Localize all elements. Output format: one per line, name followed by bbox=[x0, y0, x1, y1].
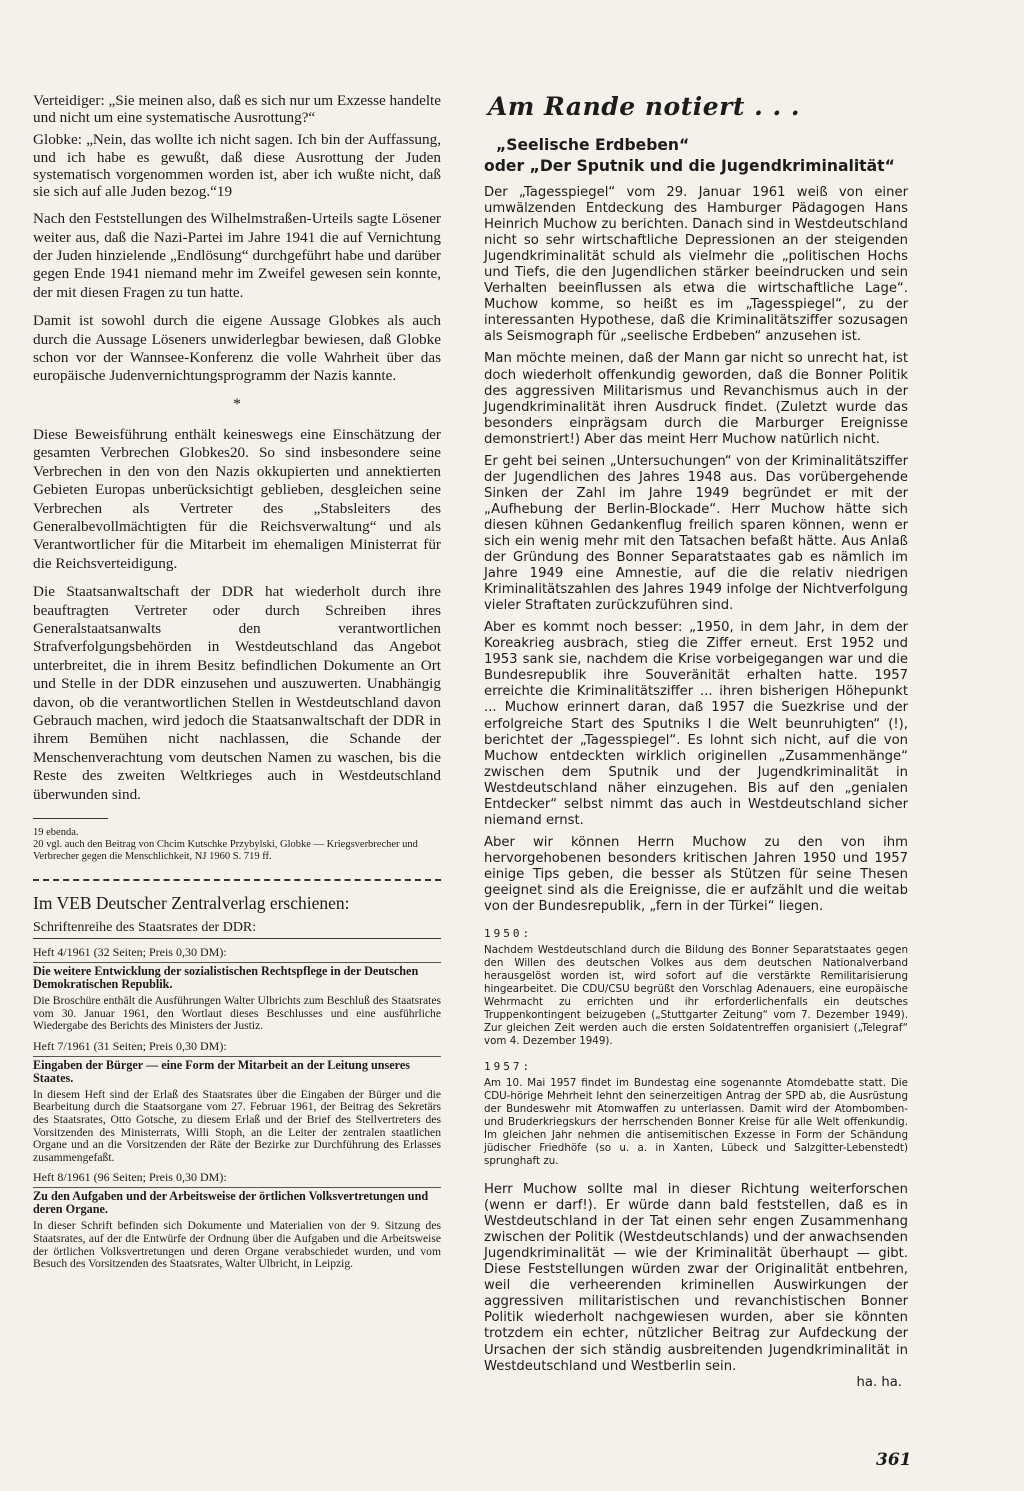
advert-item-desc: In diesem Heft sind der Erlaß des Staatsrates über die Eingaben der Bürger und die Bearbeitung durch die Staatsorgane vom 27. Februar 1961, der Beitrag des Sekretärs des Staatsrates, Otto Gotsche, zu diesem Erlaß und der Brief des Stellvertreters des Vorsitzenden des Ministerrats, Willi Stoph, an die Leiter der zentralen staatlichen Organe und an die Vorsitzenden der Räte der Bezirke zur Durchführung des Erlasses zusammengefaßt. bbox=[33, 1087, 441, 1164]
footnote: 20 vgl. auch den Beitrag von Chcim Kutschke Przybylski, Globke — Kriegsverbrecher und Verbrecher gegen die Menschlichkeit, NJ 1960 S. 719 ff. bbox=[33, 839, 418, 862]
note-year: 1957: bbox=[484, 1060, 533, 1074]
advert-item-head: Heft 4/1961 (32 Seiten; Preis 0,30 DM): bbox=[33, 945, 227, 959]
publisher-advert bbox=[33, 893, 441, 1271]
paragraph: Man möchte meinen, daß der Mann gar nicht so unrecht hat, ist doch wiederholt offenkundig geworden, daß die Bonner Politik des aggressiven Militarismus und Revanchismus auch in der Jugendkriminalität ihren Ausdruck findet. (Zuletzt wurde das besonders einprägsam durch die Marburger Ereignisse demonstriert!) Aber das meint Herr Muchow natürlich nicht. bbox=[484, 351, 908, 447]
section-divider-star: * bbox=[233, 395, 241, 413]
author-signature: ha. ha. bbox=[856, 1374, 902, 1390]
paragraph: Aber es kommt noch besser: „1950, in dem Jahr, in dem der Koreakrieg ausbrach, stieg die Ziffer erneut. Erst 1952 und 1953 sank sie, nachdem die Krise vorbeigegangen war und die Bundesrepublik ihre Souveränität erhalten hatte. 1957 erreichte die Kriminalitätsziffer ... ihren bisherigen Höhepunkt ... Muchow erinnert daran, daß 1957 die Suezkrise und der erfolgreiche Start des Sputniks I die Welt beunruhigten“ (!), berichtet der „Tagesspiegel“. Es lohnt sich nicht, auf die von Muchow entdeckten wirklich originellen „Zusammenhänge“ zwischen dem Sputnik und der Jugendkriminalität in Westdeutschland näher einzugehen. Bis auf den „genialen Entdecker“ selbst nimmt das auch in Westdeutschland sicher niemand ernst. bbox=[484, 620, 908, 828]
left-body bbox=[33, 210, 441, 386]
note-year: 1950: bbox=[484, 927, 533, 941]
advert-item bbox=[33, 1170, 441, 1270]
rubric-heading: Am Rande notiert . . . bbox=[488, 92, 801, 121]
footnote-rule bbox=[33, 818, 108, 819]
note-text: Am 10. Mai 1957 findet im Bundestag eine sogenannte Atomdebatte statt. Die CDU-hörige Mehrheit lehnt den seinerzeitigen Antrag der SPD ab, die Ausrüstung der Bundeswehr mit Atomwaffen zu unterlassen. Damit wird der Atombomben- und Bruderkriegskurs der herrschenden Bonner Kreise für alle Welt offenkundig. Im gleichen Jahr nehmen die antisemitischen Exzesse in Form der Schändung jüdischer Friedhöfe (so u. a. in Xanten, Lübeck und Salzgitter-Lebenstedt) sprunghaft zu. bbox=[484, 1077, 908, 1168]
advert-item-head: Heft 7/1961 (31 Seiten; Preis 0,30 DM): bbox=[33, 1038, 227, 1053]
article-title bbox=[484, 135, 908, 177]
quote-globke: Globke: „Nein, das wollte ich nicht sagen. Ich bin der Auffassung, und ich habe es gewußt, daß diese Ausrottung der Juden systematisch vorgenommen worden ist, aber ich wußte nicht, daß sie sich auf alle Juden bezog.“19 bbox=[33, 131, 441, 201]
paragraph: Der „Tagesspiegel“ vom 29. Januar 1961 weiß von einer umwälzenden Entdeckung des Hamburger Pädagogen Hans Heinrich Muchow zu berichten. Danach sind in Westdeutschland nicht so sehr wirtschaftliche Depressionen an der steigenden Jugendkriminalität schuld als vielmehr die „politischen Hochs und Tiefs, die den Jugendlichen stärker beeindrucken und sein Verhalten beeinflussen als etwa die wirtschaftliche Lage“. Muchow komme, so heißt es im „Tagesspiegel“, zu der interessanten Hypothese, daß die Kriminalitätsziffer sozusagen als Seismograph für „seelische Erdbeben“ anzusehen ist. bbox=[484, 185, 908, 345]
advert-series: Schriftenreihe des Staatsrates der DDR: bbox=[33, 920, 441, 939]
court-quote bbox=[33, 92, 441, 200]
paragraph: Damit ist sowohl durch die eigene Aussage Globkes als auch durch die Aussage Löseners unwiderlegbar bewiesen, daß Globke schon vor der Wannsee-Konferenz die volle Wahrheit über das europäische Judenvernichtungsprogramm der Nazis kannte. bbox=[33, 312, 441, 385]
advert-separator bbox=[33, 879, 441, 881]
article-title-line-1: „Seelische Erdbeben“ bbox=[496, 136, 690, 154]
closing-paragraph: Herr Muchow sollte mal in dieser Richtung weiterforschen (wenn er darf!). Er würde dann bald feststellen, daß es in Westdeutschland in der Tat einen sehr engen Zusammenhang zwischen der Politik (Westdeutschlands) und der anwachsenden Jugendkriminalität — wie der Kriminalität überhaupt — gibt. Diese Feststellungen würden zwar der Originalität entbehren, weil die verheerenden kriminellen Auswirkungen der aggressiven militaristischen und revanchistischen Bonner Politik wiederholt nachgewiesen wurden, aber sie könnten trotzdem ein echter, nützlicher Beitrag zur Aufdeckung der Ursachen der sich ständig ausbreitenden Jugendkriminalität in Westdeutschland und Westberlin sein. bbox=[484, 1182, 908, 1374]
advert-item-desc: In dieser Schrift befinden sich Dokumente und Materialien von der 9. Sitzung des Staatsrates, auf der die Entwürfe der Ordnung über die Aufgaben und die Arbeitsweise der örtlichen Volksvertretungen und deren Organe verabschiedet wurden, und vom Besuch des Vorsitzenden des Staatsrates, Walter Ulbricht, in Leipzig. bbox=[33, 1219, 441, 1271]
paragraph: Die Staatsanwaltschaft der DDR hat wiederholt durch ihre beauftragten Vertreter oder durch Schreiben ihres Generalstaatsanwalts den verantwortlichen Strafverfolgungsbehörden in Westdeutschland das Angebot unterbreitet, die in ihrem Besitz befindlichen Dokumente an Ort und Stelle in der DDR einzusehen und auszuwerten. Unabhängig davon, ob die verantwortlichen Stellen in Westdeutschland davon Gebrauch machen, wird jedoch die Staatsanwaltschaft der DDR in ihrem Bemühen nicht nachlassen, die Schande der Menschenverachtung vom deutschen Namen zu waschen, bis die Reste des zweiten Weltkrieges auch in Westdeutschland überwunden sind. bbox=[33, 583, 441, 803]
quote-defender: Verteidiger: „Sie meinen also, daß es sich nur um Exzesse handelte und nicht um eine systematische Ausrottung?“ bbox=[33, 92, 441, 127]
footnote: 19 ebenda. bbox=[33, 827, 79, 838]
article-title-line-2: oder „Der Sputnik und die Jugendkriminalität“ bbox=[484, 157, 895, 175]
paragraph: Nach den Feststellungen des Wilhelmstraßen-Urteils sagte Lösener weiter aus, daß die Nazi-Partei im Jahre 1941 die auf Vernichtung der Juden hinzielende „Endlösung“ durchgeführt habe und darüber gegen Ende 1941 niemand mehr im Zweifel gewesen sein konnte, der mit diesen Fragen zu tun hatte. bbox=[33, 210, 441, 301]
advert-item-title: Eingaben der Bürger — eine Form der Mitarbeit an der Leitung unseres Staates. bbox=[33, 1056, 441, 1085]
left-body-2 bbox=[33, 426, 441, 804]
page-number: 361 bbox=[876, 1450, 912, 1470]
right-column bbox=[484, 92, 908, 1390]
advert-item-desc: Die Broschüre enthält die Ausführungen Walter Ulbrichts zum Beschluß des Staatsrates vom 30. Januar 1961, den Wortlaut dieses Beschlusses und eine ausführliche Wiedergabe des Berichts des Ministers der Justiz. bbox=[33, 994, 441, 1033]
footnotes bbox=[33, 827, 441, 863]
paragraph: Diese Beweisführung enthält keineswegs eine Einschätzung der gesamten Verbrechen Globkes20. So sind insbesondere seine Verbrechen in den von den Nazis okkupierten und annektierten Gebieten Europas unberücksichtigt geblieben, desgleichen seine Verbrechen als Vertreter des „Stabsleiters des Generalbevollmächtigten für die Reichsverwaltung“ und als Verantwortlicher für die Mitarbeit im ehemaligen Ministerrat für die Reichsverteidigung. bbox=[33, 425, 441, 572]
advert-item-title: Die weitere Entwicklung der sozialistischen Rechtspflege in der Deutschen Demokratischen Republik. bbox=[33, 962, 441, 991]
advert-item-head: Heft 8/1961 (96 Seiten; Preis 0,30 DM): bbox=[33, 1170, 227, 1185]
advert-item bbox=[33, 1039, 441, 1165]
advert-item-title: Zu den Aufgaben und der Arbeitsweise der örtlichen Volksvertretungen und deren Organe. bbox=[33, 1187, 441, 1216]
paragraph: Aber wir können Herrn Muchow zu den von ihm hervorgehobenen besonders kritischen Jahren 1950 und 1957 einige Tips geben, die besser als Stützen für seine Thesen geeignet sind als die Ereignisse, die er aufzählt und die weitab von der Bundesrepublik, „fern in der Türkei“ liegen. bbox=[484, 834, 908, 915]
left-column bbox=[33, 92, 441, 1271]
note-text: Nachdem Westdeutschland durch die Bildung des Bonner Separatstaates gegen den Willen des deutschen Volkes aus dem deutschen Nationalverband herausgelöst worden ist, wird sofort auf die verstärkte Remilitarisierung hingearbeitet. Die CDU/CSU begrüßt den Vorschlag Adenauers, eine europäische Wehrmacht zu errichten und ihr erforderlichenfalls ein deutsches Truppenkontingent beizugeben („Stuttgarter Zeitung“ vom 7. Dezember 1949). Zur gleichen Zeit werden auch die ersten Soldatentreffen organisiert („Telegraf“ vom 4. Dezember 1949). bbox=[484, 944, 908, 1048]
paragraph: Er geht bei seinen „Untersuchungen“ von der Kriminalitätsziffer der Jugendlichen des Jahres 1948 aus. Das vorübergehende Sinken der Zahl im Jahre 1949 begründet er mit der „Aufhebung der Berlin-Blockade“. Herr Muchow hätte sich diesen kühnen Gedankenflug freilich sparen können, wenn er sich ein wenig mehr mit den Tatsachen befaßt hätte. Aus Anlaß der Gründung des Bonner Separatstaates gab es nämlich im Jahre 1949 eine Amnestie, auf die die relativ niedrigen Kriminalitätszahlen des Jahres 1949 infolge der Nichtverfolgung vieler Straftaten zurückzuführen sind. bbox=[484, 453, 908, 614]
closing-block bbox=[484, 1182, 908, 1375]
advert-item bbox=[33, 945, 441, 1033]
year-notes bbox=[484, 927, 908, 1168]
advert-title: Im VEB Deutscher Zentralverlag erschienen: bbox=[33, 893, 350, 913]
article-body bbox=[484, 185, 908, 915]
